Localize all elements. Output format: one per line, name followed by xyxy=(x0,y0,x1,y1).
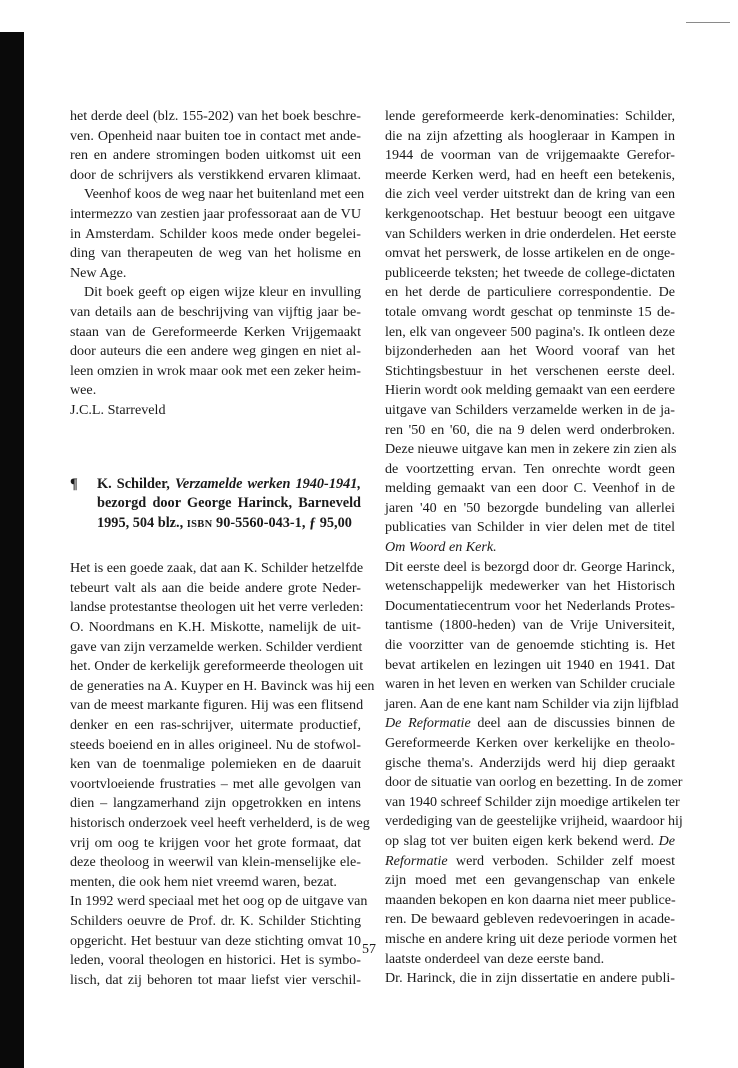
text-line: bevat artikelen en lezingen uit 1940 en 1941. Dat xyxy=(385,656,675,673)
text-line: wetenschappelijk medewerker van het Historisch xyxy=(385,578,675,595)
text-line: totale omvang wordt geschat op tenminste 15 de- xyxy=(385,303,675,320)
italic-title-line: Om Woord en Kerk. xyxy=(385,539,497,556)
text-line: die zich veel verder uitstrekt dan de kring van een xyxy=(385,186,675,203)
text-line: uitgave van Schilders verzamelde werken in de ja- xyxy=(385,401,675,418)
text-line: leen omzien in wrok maar ook met een zeker heim- xyxy=(70,362,361,379)
text-line: meerde Kerken werd, had en heeft een betekenis, xyxy=(385,166,675,183)
text-line: publicaties van Schilder in vier delen met de titel xyxy=(385,519,675,536)
text-line: door auteurs die een andere weg gingen en niet al- xyxy=(70,343,361,360)
review-body-right-b xyxy=(385,558,679,715)
text-line: historisch onderzoek veel heeft verhelderd, is de weg xyxy=(70,815,370,831)
text-line: door de situatie van oorlog en bezetting. In de zomer xyxy=(385,774,683,791)
review-header-line-2: bezorgd door George Harinck, Barneveld xyxy=(97,495,361,512)
text-line: gische thema's. Anderzijds werd hij diep geraakt xyxy=(385,754,675,771)
text-line: denker en een ras-schrijver, uitermate productief, xyxy=(70,717,361,734)
text-line: die na zijn afzetting als hoogleraar in Kampen in xyxy=(385,127,675,144)
text-line: bijzonderheden aan het Woord vooraf van het xyxy=(385,343,675,360)
review-header xyxy=(70,475,361,535)
text-line: Veenhof koos de weg naar het buitenland met een xyxy=(84,186,365,203)
text-line: van de meest markante figuren. Hij was een flitsend xyxy=(70,697,364,714)
text-line: tebeurt valt als aan die beide andere grote Neder- xyxy=(70,579,361,596)
text-line: zijn moed met een gevangenschap van enkele xyxy=(385,872,675,889)
text-line: New Age. xyxy=(70,264,127,281)
text-line: van Schilders werken in drie onderdelen. Het eerste xyxy=(385,225,677,242)
text-line: Het is een goede zaak, dat aan K. Schilder hetzelfde xyxy=(70,560,364,577)
text-line: menten, die ook hem niet vreemd waren, bezat. xyxy=(70,873,337,890)
text-line: Dr. Harinck, die in zijn dissertatie en andere publi- xyxy=(385,970,675,987)
text-line: O. Noordmans en K.H. Miskotte, namelijk de uit- xyxy=(70,619,361,636)
text-line: Hierin wordt ook melding gemaakt van een eerdere xyxy=(385,382,675,399)
text-line: verdediging van de geestelijke vrijheid, waardoor hij xyxy=(385,813,683,830)
text-line: wee. xyxy=(70,382,97,399)
text-line: Dit boek geeft op eigen wijze kleur en invulling xyxy=(84,284,361,301)
text-line: publiceerde teksten; het tweede de college-dictaten xyxy=(385,264,675,281)
right-column xyxy=(385,107,683,989)
text-line: Deze nieuwe uitgave kan men in zekere zin zien als xyxy=(385,441,677,458)
reformatie-line-1: De Reformatie deel aan de discussies binnen de xyxy=(385,715,675,732)
review-body-right-c xyxy=(385,734,683,852)
text-line: landse protestantse theologen uit het verre verleden: xyxy=(70,599,364,616)
text-line: vrij om oog te krijgen voor het grote formaat, dat xyxy=(70,834,361,851)
previous-review-text xyxy=(70,107,365,421)
scan-corner-mark xyxy=(686,22,730,23)
text-line: staan van de Gereformeerde Kerken Vrijgemaakt xyxy=(70,323,361,340)
text-line: die voorzitter van de genoemde stichting is. Het xyxy=(385,637,675,654)
text-line: gave van zijn verzamelde werken. Schilder verdient xyxy=(70,638,363,655)
text-line: maanden bekopen en kon daarna niet meer publice- xyxy=(385,891,676,908)
text-line: laatste onderdeel van deze eerste band. xyxy=(385,950,605,967)
text-line: de voortzetting ervan. Ten onrechte wordt geen xyxy=(385,460,675,477)
text-line: lisch, dat zij behoren tot maar liefst vier verschil- xyxy=(70,971,361,988)
scan-binding-edge xyxy=(0,32,24,1068)
text-line: ding van therapeuten de weg van het holisme en xyxy=(70,245,361,262)
text-line: leden, vooral theologen en historici. Het is symbo- xyxy=(70,952,361,969)
text-line: len, elk van ongeveer 500 pagina's. Ik ontleen deze xyxy=(385,323,675,340)
pilcrow-icon: ¶ xyxy=(70,475,78,492)
text-line: van 1940 schreef Schilder zijn moedige artikelen ter xyxy=(385,793,680,810)
review-body-right-a xyxy=(385,107,675,538)
text-line: tantisme (1800-heden) van de Vrije Universiteit, xyxy=(385,617,675,634)
text-line: kerkgenootschap. Het bestuur beoogt een uitgave xyxy=(385,205,675,222)
text-line: ken van de toenmalige polemieken en de daaruit xyxy=(70,756,361,773)
text-line: van details aan de beschrijving van vijftig jaar be- xyxy=(70,303,361,320)
text-line: het derde deel (blz. 155-202) van het boek beschre- xyxy=(70,108,361,124)
text-line: Gereformeerde Kerken over kerkelijke en theolo- xyxy=(385,735,675,751)
text-line: Schilders oeuvre de Prof. dr. K. Schilder Stichting xyxy=(70,912,361,929)
review-header-line-3: 1995, 504 blz., ISBN 90-5560-043-1, ƒ 95,00 xyxy=(97,514,352,531)
text-line: jaren '40 en '50 bezorgde bundeling van allerlei xyxy=(385,499,675,516)
text-line: melding gemaakt van een door C. Veenhof in de xyxy=(385,480,675,497)
text-line: ren '50 en '60, die na 9 delen werd onderbroken. xyxy=(385,421,675,438)
text-line: voortvloeiende frustraties – met alle gevolgen van xyxy=(70,775,361,792)
page-number: 57 xyxy=(362,942,376,957)
text-line: in Amsterdam. Schilder koos mede onder begelei- xyxy=(70,225,361,242)
text-line: ren en andere stromingen boden uitkomst uit een xyxy=(70,147,361,164)
text-line: ven. Openheid naar buiten toe in contact met ande- xyxy=(70,127,361,144)
text-line: Dit eerste deel is bezorgd door dr. George Harinck, xyxy=(385,558,675,575)
text-line: omvat het perswerk, de losse artikelen en de onge- xyxy=(385,245,675,262)
text-line: J.C.L. Starreveld xyxy=(70,401,166,418)
reformatie-line-2: Reformatie werd verboden. Schilder zelf moest xyxy=(385,852,675,869)
text-line: lende gereformeerde kerk-denominaties: Schilder, xyxy=(385,108,675,124)
book-title: Verzamelde werken 1940-1941, xyxy=(174,475,361,492)
text-line: opgericht. Het bestuur van deze stichting omvat 10 xyxy=(70,932,361,949)
text-line: en het derde de particuliere correspondentie. De xyxy=(385,284,675,301)
text-line: jaren. Aan de ene kant nam Schilder via zijn lijfblad xyxy=(385,695,679,712)
text-line: de generaties na A. Kuyper en H. Bavinck was hij een xyxy=(70,677,375,694)
text-line: In 1992 werd speciaal met het oog op de uitgave van xyxy=(70,893,368,910)
text-line: Stichtingsbestuur in het verschenen eerste deel. xyxy=(385,362,675,379)
review-header-line-1: K. Schilder, Verzamelde werken 1940-1941, xyxy=(97,475,361,492)
text-line: het. Onder de kerkelijk gereformeerde theologen uit xyxy=(70,658,364,675)
text-line: dien – langzamerhand zijn opgetrokken en intens xyxy=(70,795,361,812)
text-line: 1944 de voorman van de vrijgemaakte Gerefor- xyxy=(385,147,675,164)
text-line: op slag tot ver buiten eigen kerk bekend werd. De xyxy=(385,832,675,849)
text-line: mische en andere kring uit deze periode vormen het xyxy=(385,930,677,947)
text-line: ren. De bewaard gebleven redevoeringen in acade- xyxy=(385,911,675,928)
text-line: deze theoloog in weerwil van klein-menselijke ele- xyxy=(70,854,361,871)
review-body-right-d xyxy=(385,871,675,989)
text-line: steeds boeiend en in alles origineel. Nu de stofwol- xyxy=(70,736,361,753)
text-line: door de schrijvers als verstikkend ervaren klimaat. xyxy=(70,166,361,183)
text-line: intermezzo van zestien jaar professoraat aan de VU xyxy=(70,205,361,222)
reformatie-title-start: De xyxy=(658,832,675,849)
text-line: waren in het leven en werken van Schilder cruciale xyxy=(385,676,675,693)
text-line: Documentatiecentrum voor het Nederlands Protes- xyxy=(385,597,675,614)
